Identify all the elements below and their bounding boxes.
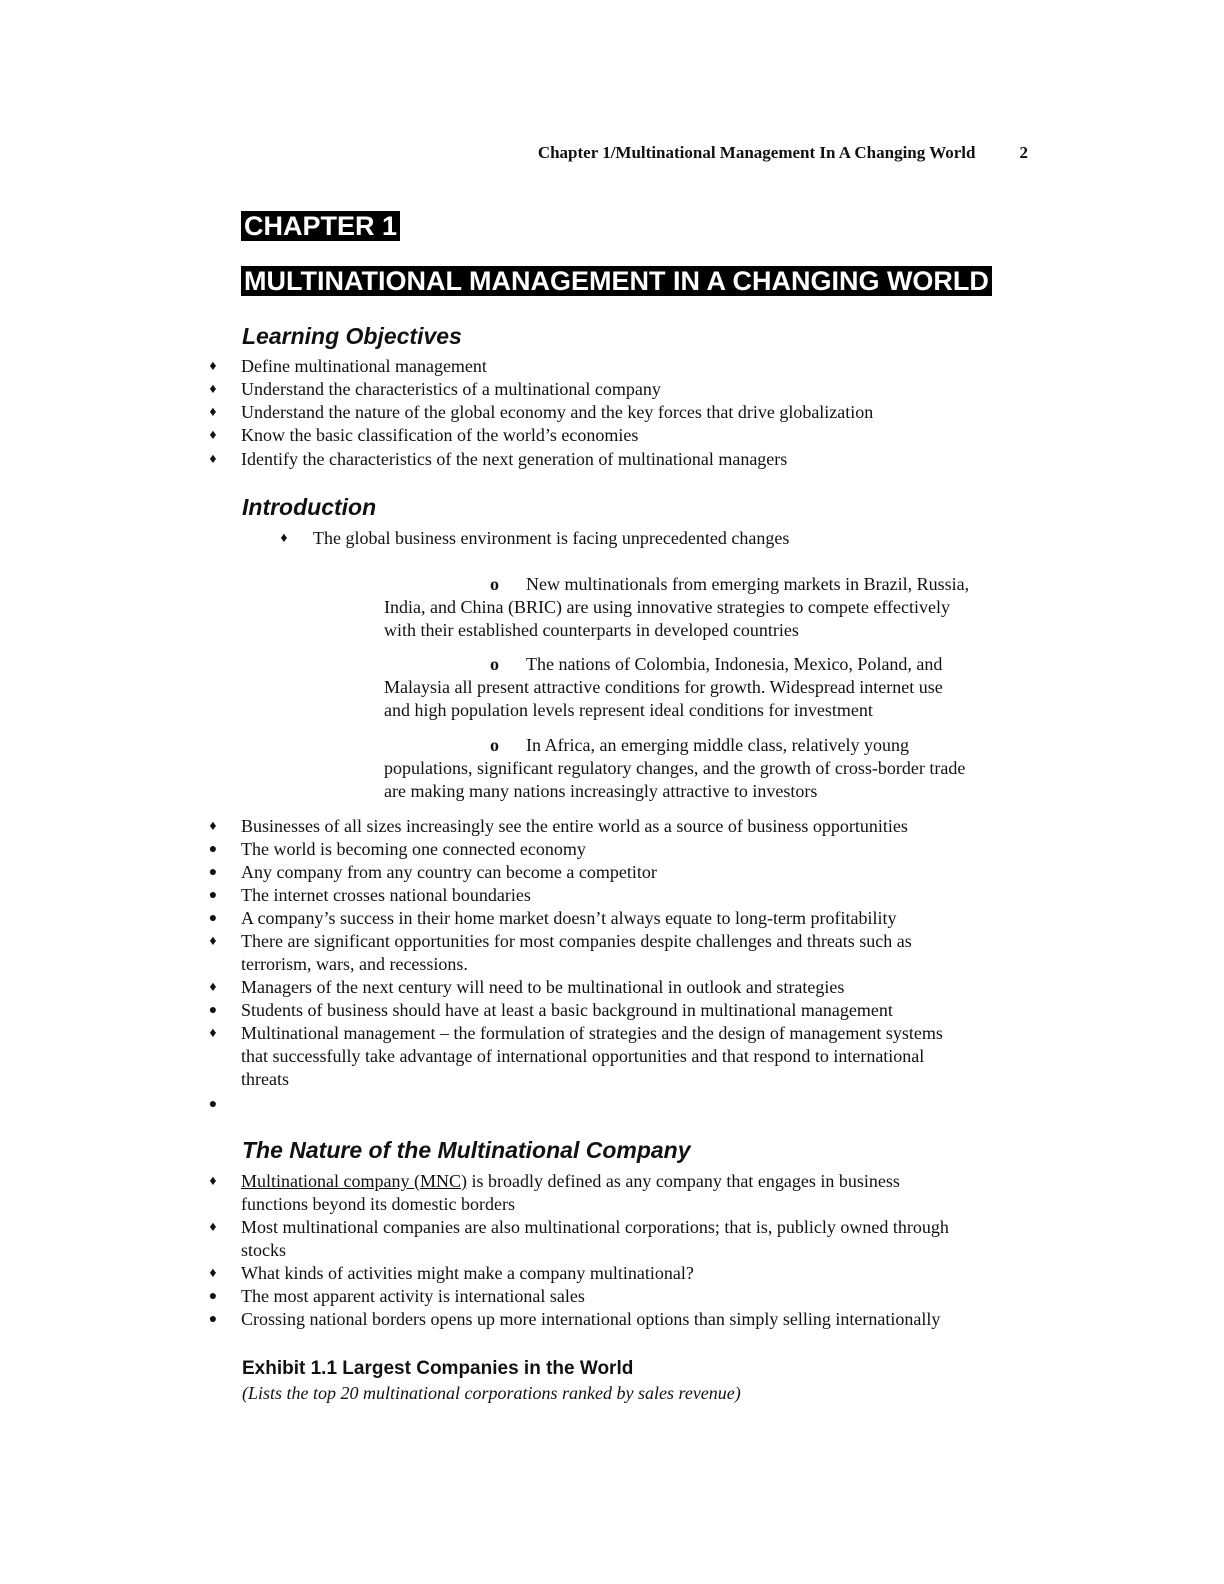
nature-heading: The Nature of the Multinational Company	[242, 1137, 691, 1163]
sub-item-line: are making many nations increasingly attractive to investors	[384, 781, 818, 801]
intro-item-continued: threats	[241, 1069, 289, 1089]
sub-item-line: populations, significant regulatory changes, and the growth of cross-border trade	[384, 758, 966, 778]
mnc-term: Multinational company (MNC)	[241, 1171, 467, 1191]
dot-bullet-icon: ●	[208, 865, 218, 880]
introduction-lead: The global business environment is facing unprecedented changes	[313, 528, 790, 548]
objective-item: Understand the characteristics of a multinational company	[241, 379, 661, 399]
objective-item: Know the basic classification of the world’s economies	[241, 425, 639, 445]
intro-item: There are significant opportunities for most companies despite challenges and threats such as	[241, 931, 912, 951]
intro-item: Multinational management – the formulation of strategies and the design of management systems	[241, 1023, 943, 1043]
intro-item: Students of business should have at least a basic background in multinational management	[241, 1000, 893, 1020]
header-title: Chapter 1/Multinational Management In A Changing World	[537, 143, 976, 162]
intro-item: A company’s success in their home market doesn’t always equate to long-term profitability	[241, 908, 897, 928]
diamond-bullet-icon: ♦	[209, 405, 217, 420]
exhibit-title: Exhibit 1.1 Largest Companies in the World	[242, 1358, 634, 1379]
sub-item-line: New multinationals from emerging markets in Brazil, Russia,	[526, 574, 970, 594]
dot-bullet-icon: ●	[208, 1003, 218, 1018]
diamond-bullet-icon: ♦	[280, 531, 288, 546]
intro-item: The world is becoming one connected economy	[241, 839, 586, 859]
intro-item: Businesses of all sizes increasingly see the entire world as a source of business opportunities	[241, 816, 908, 836]
nature-item-continued: functions beyond its domestic borders	[241, 1194, 515, 1214]
chapter-title: MULTINATIONAL MANAGEMENT IN A CHANGING WORLD	[241, 266, 992, 296]
sub-item-line: The nations of Colombia, Indonesia, Mexico, Poland, and	[526, 654, 943, 674]
intro-item: Any company from any country can become a competitor	[241, 862, 657, 882]
mnc-definition: is broadly defined as any company that engages in business	[466, 1171, 900, 1191]
nature-item: Most multinational companies are also multinational corporations; that is, publicly owned through	[241, 1217, 949, 1237]
sub-item-line: India, and China (BRIC) are using innovative strategies to compete effectively	[384, 597, 950, 617]
diamond-bullet-icon: ♦	[209, 1220, 217, 1235]
sub-item	[384, 573, 1034, 642]
dot-bullet-icon: ●	[208, 888, 218, 903]
circle-bullet-icon: o	[490, 574, 499, 594]
diamond-bullet-icon: ♦	[209, 1174, 217, 1189]
sub-item-line: Malaysia all present attractive conditions for growth. Widespread internet use	[384, 677, 943, 697]
objective-item: Understand the nature of the global economy and the key forces that drive globalization	[241, 402, 874, 422]
dot-bullet-icon: ●	[208, 842, 218, 857]
circle-bullet-icon: o	[490, 654, 499, 674]
dot-bullet-icon: ●	[208, 911, 218, 926]
intro-item-continued: that successfully take advantage of international opportunities and that respond to international	[241, 1046, 925, 1066]
exhibit-caption: (Lists the top 20 multinational corporations ranked by sales revenue)	[242, 1383, 741, 1403]
nature-item: The most apparent activity is international sales	[241, 1286, 585, 1306]
diamond-bullet-icon: ♦	[209, 428, 217, 443]
diamond-bullet-icon: ♦	[209, 382, 217, 397]
diamond-bullet-icon: ♦	[209, 1026, 217, 1041]
sub-item-line: with their established counterparts in developed countries	[384, 620, 799, 640]
sub-item-line: and high population levels represent ideal conditions for investment	[384, 700, 873, 720]
running-header	[0, 143, 1028, 163]
chapter-label: CHAPTER 1	[241, 211, 400, 241]
intro-item: Managers of the next century will need to be multinational in outlook and strategies	[241, 977, 845, 997]
page-number: 2	[1019, 143, 1028, 162]
nature-item: Crossing national borders opens up more international options than simply selling internationally	[241, 1309, 941, 1329]
sub-item	[384, 653, 1034, 722]
circle-bullet-icon: o	[490, 735, 499, 755]
sub-item	[384, 734, 1034, 803]
dot-bullet-icon: ●	[208, 1289, 218, 1304]
diamond-bullet-icon: ♦	[209, 819, 217, 834]
diamond-bullet-icon: ♦	[209, 934, 217, 949]
objective-item: Identify the characteristics of the next generation of multinational managers	[241, 449, 788, 469]
diamond-bullet-icon: ♦	[209, 1266, 217, 1281]
intro-item-continued: terrorism, wars, and recessions.	[241, 954, 468, 974]
diamond-bullet-icon: ♦	[209, 452, 217, 467]
dot-bullet-icon: ●	[208, 1312, 218, 1327]
nature-item: What kinds of activities might make a company multinational?	[241, 1263, 694, 1283]
diamond-bullet-icon: ♦	[209, 359, 217, 374]
objective-item: Define multinational management	[241, 356, 487, 376]
diamond-bullet-icon: ♦	[209, 980, 217, 995]
intro-item: The internet crosses national boundaries	[241, 885, 531, 905]
introduction-heading: Introduction	[242, 494, 377, 520]
nature-item-continued: stocks	[241, 1240, 286, 1260]
learning-objectives-heading: Learning Objectives	[242, 323, 462, 349]
sub-item-line: In Africa, an emerging middle class, relatively young	[526, 735, 910, 755]
dot-bullet-icon: ●	[208, 1097, 218, 1112]
nature-item	[241, 1170, 1041, 1193]
